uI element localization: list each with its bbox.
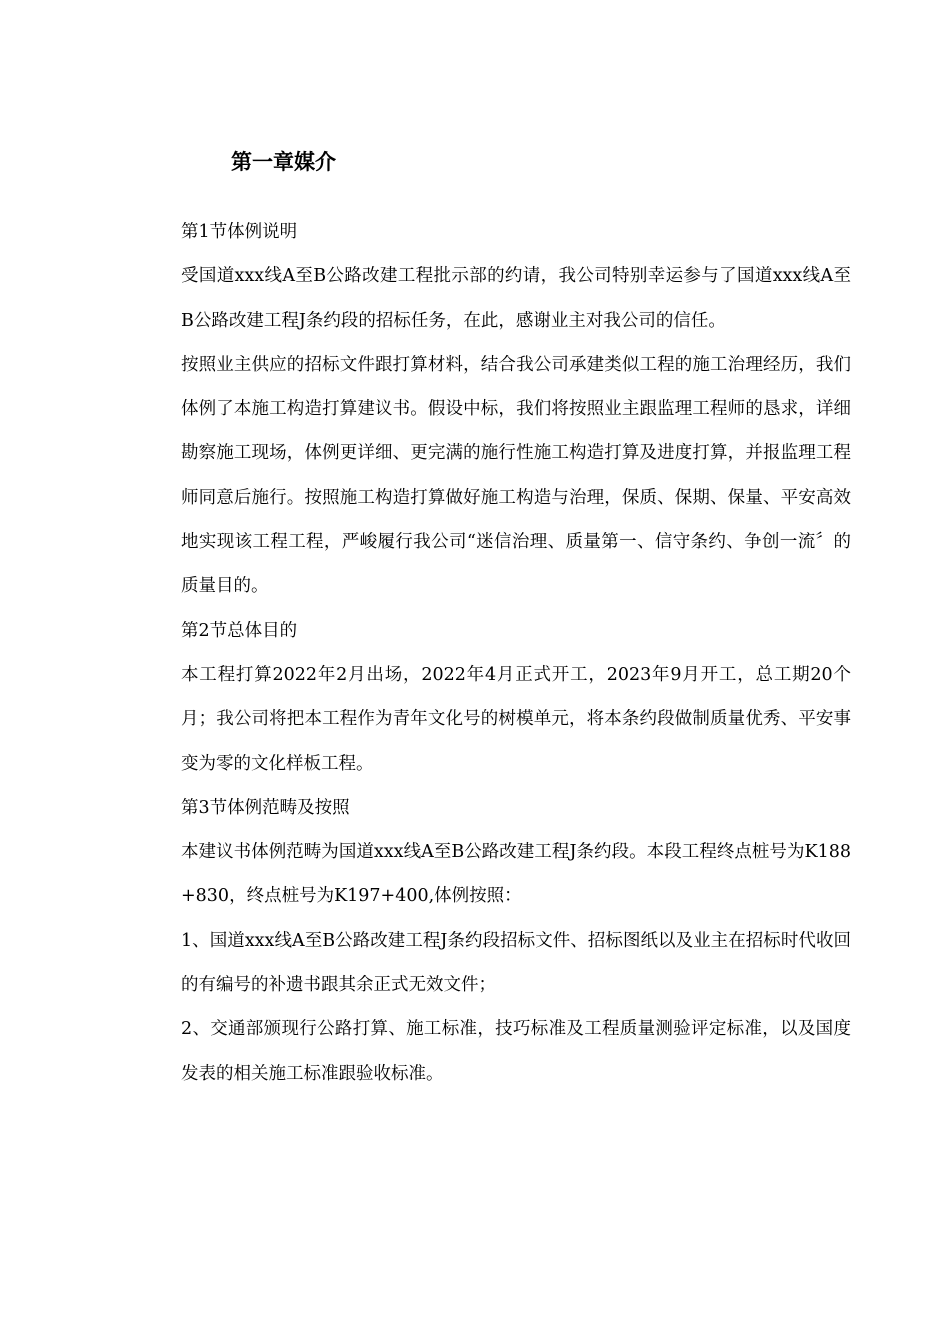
paragraph-scope: 本建议书体例范畴为国道xxx线A至B公路改建工程J条约段。本段工程终点桩号为K188+830，终点桩号为K197+400,体例按照： [181,842,851,907]
paragraph-schedule: 本工程打算2022年2月出场，2022年4月正式开工，2023年9月开工，总工期20个月；我公司将把本工程作为青年文化号的树模单元，将本条约段做制质量优秀、平安事变为零的文化样板工程。 [181,664,851,774]
chapter-title: 第一章媒介 [231,150,336,174]
paragraph-intro: 受国道xxx线A至B公路改建工程批示部的约请，我公司特别幸运参与了国道xxx线A至B公路改建工程J条约段的招标任务，在此，感谢业主对我公司的信任。 [181,266,851,331]
list-item-2: 2、交通部颁现行公路打算、施工标准，技巧标准及工程质量测验评定标准，以及国度发表的相关施工标准跟验收标准。 [181,1019,851,1084]
paragraph-plan-basis: 按照业主供应的招标文件跟打算材料，结合我公司承建类似工程的施工治理经历，我们体例了本施工构造打算建议书。假设中标，我们将按照业主跟监理工程师的恳求，详细勘察施工现场，体例更详细、更完满的施行性施工构造打算及进度打算，并报监理工程师同意后施行。按照施工构造打算做好施工构造与治理，保质、保期、保量、平安高效地实现该工程工程，严峻履行我公司“迷信治理、质量第一、信守条约、争创一流〞的质量目的。 [181,354,851,597]
section-heading-2: 第2节总体目的 [181,620,298,641]
section-heading-1: 第1节体例说明 [181,222,298,242]
section-heading-3: 第3节体例范畴及按照 [181,797,350,818]
list-item-1: 1、国道xxx线A至B公路改建工程J条约段招标文件、招标图纸以及业主在招标时代收回的有编号的补遗书跟其余正式无效文件； [181,930,851,996]
document-body [181,210,851,1096]
